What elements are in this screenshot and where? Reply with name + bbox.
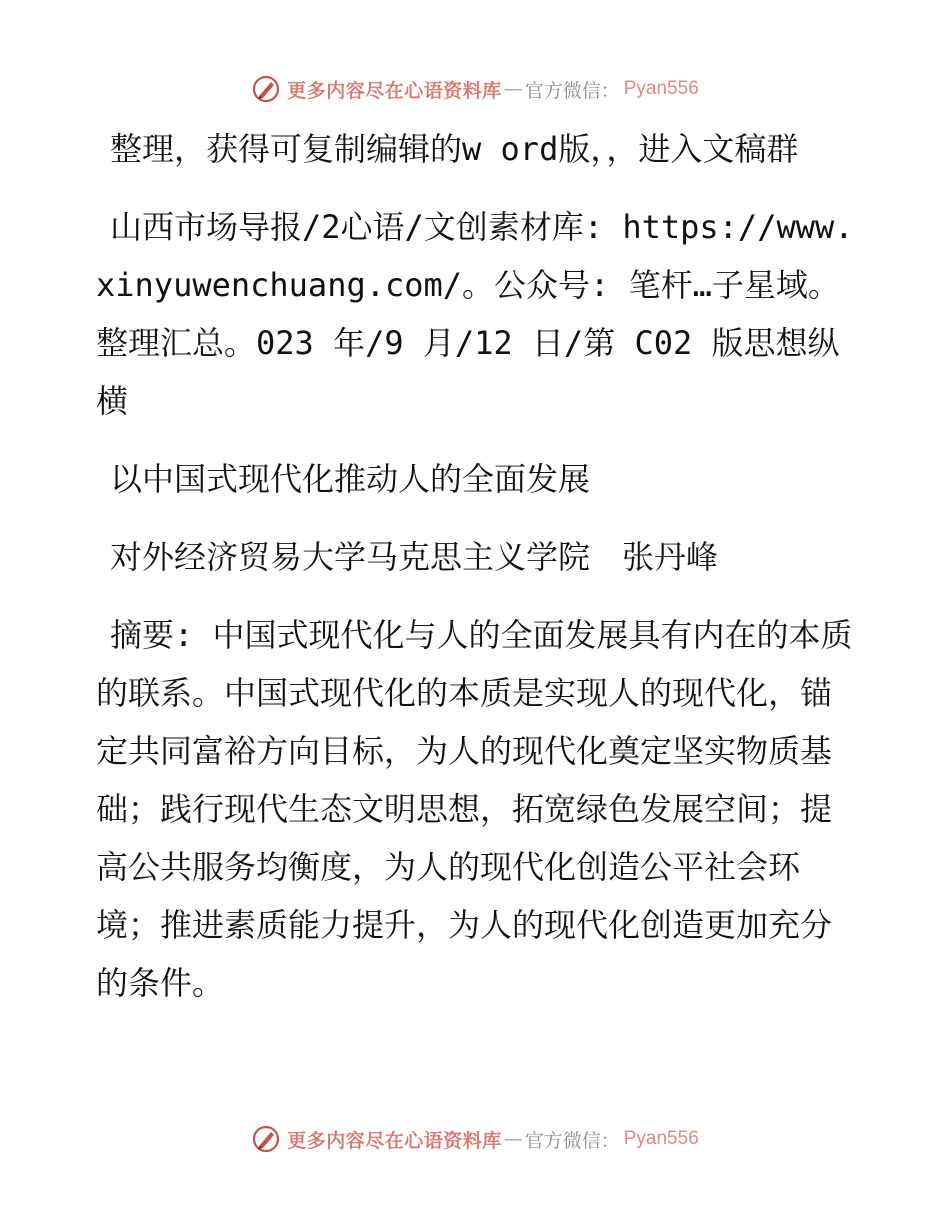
abstract-paragraph: 摘要: 中国式现代化与人的全面发展具有内在的本质的联系。中国式现代化的本质是实现人的现代化，锚定共同富裕方向目标，为人的现代化奠定坚实物质基础；践行现代生态文明思想，拓宽绿色发展空间；提高公共服务均衡度，为人的现代化创造公平社会环境；推进素质能力提升，为人的现代化创造更加充分的条件。 (96, 616, 853, 1002)
article-title: 以中国式现代化推动人的全面发展 (110, 460, 591, 498)
pen-logo-icon (251, 1124, 281, 1154)
footer-banner (0, 1122, 950, 1156)
wechat-label: 官方微信： (524, 1129, 620, 1152)
source-info-paragraph: 山西市场导报/2心语/文创素材库: https://www.xinyuwenchuang.com/。公众号: 笔杆…子星域。整理汇总。023 年/9 月/12 日/第 C02 版思想纵横 (96, 208, 854, 420)
wechat-id: Pyan556 (623, 78, 699, 99)
author-line: 对外经济贸易大学马克思主义学院 张丹峰 (110, 538, 719, 576)
banner-separator: — (503, 78, 523, 100)
intro-note-paragraph: 整理，获得可复制编辑的w ord版，，进入文稿群 (110, 130, 799, 168)
banner-separator: — (503, 1128, 523, 1150)
pen-logo-icon (251, 74, 281, 104)
header-banner (0, 72, 950, 106)
document-body (96, 120, 856, 1032)
promo-text: 更多内容尽在心语资料库 (287, 1129, 502, 1152)
wechat-id: Pyan556 (623, 1128, 699, 1149)
promo-text: 更多内容尽在心语资料库 (287, 79, 502, 102)
wechat-label: 官方微信： (524, 79, 620, 102)
